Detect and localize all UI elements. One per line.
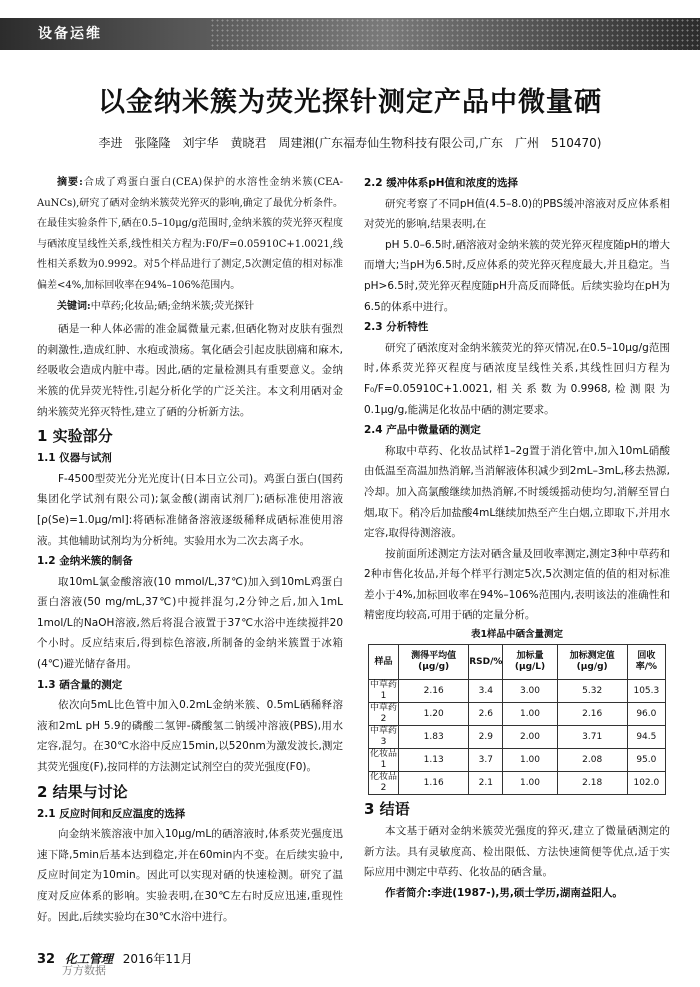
section-label: 设备运维 xyxy=(38,26,102,42)
table-cell: 化妆品2 xyxy=(370,772,398,794)
keywords xyxy=(37,297,343,318)
table-cell: 1.00 xyxy=(503,703,557,726)
left-column xyxy=(37,173,343,927)
table-cell: 95.0 xyxy=(627,749,665,772)
paragraph-2-2b: pH 5.0–6.5时,硒溶液对金纳米簇的荧光猝灭程度随pH的增大而增大;当pH为6.5时,反应体系的荧光猝灭程度最大,并且稳定。当pH>6.5时,荧光猝灭程度随pH升高反而降低。后续实验均在pH为6.5的体系中进行。 xyxy=(364,238,670,313)
table-cell: 2.1 xyxy=(469,772,503,795)
abstract-text: 合成了鸡蛋白蛋白(CEA)保护的水溶性金纳米簇(CEA-AuNCs),研究了硒对金纳米簇荧光猝灭的影响,确定了最优分析条件。在最佳实验条件下,硒在0.5–10μg/g范围时,金纳米簇的荧光猝灭程度与硒浓度呈线性关系,线性相关方程为:F0/F=0.05910C+1.0021,线性相关系数为0.9992。对5个样品进行了测定,5次测定值的相对标准偏差<4%,加标回收率在94%–106%范围内。 xyxy=(37,177,343,291)
paragraph-2-4a: 称取中草药、化妆品试样1–2g置于消化管中,加入10mL硝酸由低温至高温加热消解,当消解液体积减少到2mL–3mL,移去热源,冷却。加入高氯酸继续加热消解,不时缓缓摇动使均匀,消解至冒白烟,取下。稍冷后加盐酸4mL继续加热至产生白烟,立即取下,并用水定容,取得待测溶液。 xyxy=(364,444,670,540)
table-cell: 2.6 xyxy=(469,703,503,726)
table-row xyxy=(369,749,666,772)
keywords-label: 关键词: xyxy=(57,300,91,312)
table-cell: 102.0 xyxy=(627,772,665,795)
journal-name: 化工管理 xyxy=(64,952,113,966)
table-cell: 3.71 xyxy=(557,726,627,749)
table-cell: 94.5 xyxy=(627,726,665,749)
table-cell: 1.20 xyxy=(399,703,469,726)
heading-1-3: 1.3 硒含量的测定 xyxy=(37,678,123,691)
heading-2-3: 2.3 分析特性 xyxy=(364,321,429,334)
table-cell: 3.4 xyxy=(469,680,503,703)
table-header: RSD/% xyxy=(469,645,503,680)
table-row xyxy=(369,772,666,795)
abstract-label: 摘要: xyxy=(57,177,83,188)
table-cell: 中草药2 xyxy=(370,703,398,725)
table-cell: 1.83 xyxy=(399,726,469,749)
table-cell: 2.18 xyxy=(557,772,627,795)
table-cell: 化妆品1 xyxy=(370,749,398,771)
author-bio-label: 作者简介: xyxy=(385,886,432,899)
table-cell: 2.08 xyxy=(557,749,627,772)
table-cell: 3.00 xyxy=(503,680,557,703)
table-cell: 2.9 xyxy=(469,726,503,749)
paragraph-1-3: 依次向5mL比色管中加入0.2mL金纳米簇、0.5mL硒稀释溶液和2mL pH 5.9的磷酸二氢钾-磷酸氢二钠缓冲溶液(PBS),用水定容,混匀。在30℃水浴中反应15min,以520nm为激发波长,测定其荧光强度(F),按同样的方法测定试剂空白的荧光强度(F0)。 xyxy=(37,699,343,774)
table-cell: 5.32 xyxy=(557,680,627,703)
issue-date: 2016年11月 xyxy=(122,952,193,966)
paragraph-2-4b: 按前面所述测定方法对硒含量及回收率测定,测定3种中草药和2种市售化妆品,并每个样平行测定5次,5次测定值的值的相对标准差小于4%,加标回收率在94%–106%范围内,表明该法的准确性和精密度均较高,可用于硒的定量分析。 xyxy=(364,547,670,622)
heading-2-2: 2.2 缓冲体系pH值和浓度的选择 xyxy=(364,177,519,189)
author-bio-text: 李进(1987-),男,硕士学历,湖南益阳人。 xyxy=(431,886,623,899)
conclusion-paragraph: 本文基于硒对金纳米簇荧光强度的猝灭,建立了微量硒测定的新方法。具有灵敏度高、检出限低、方法快速简便等优点,适于实际应用中测定中草药、化妆品的硒含量。 xyxy=(364,825,670,879)
table-header: 测得平均值(μg/g) xyxy=(399,645,469,680)
heading-1-1: 1.1 仪器与试剂 xyxy=(37,452,112,465)
abstract xyxy=(37,173,343,297)
table-cell: 105.3 xyxy=(627,680,665,703)
author-line: 李进 张隆隆 刘宇华 黄晓君 周建湘(广东福寿仙生物科技有限公司,广东 广州 510470) xyxy=(98,136,602,150)
table-row xyxy=(369,726,666,749)
table-header: 加标量(μg/L) xyxy=(503,645,557,680)
table-header: 回收率/% xyxy=(627,645,665,680)
heading-2: 2 结果与讨论 xyxy=(37,782,128,801)
table-cell: 1.00 xyxy=(503,772,557,795)
section-banner xyxy=(0,18,700,50)
heading-2-1: 2.1 反应时间和反应温度的选择 xyxy=(37,807,186,820)
table-header: 加标测定值(μg/g) xyxy=(557,645,627,680)
table-caption: 表1样品中硒含量测定 xyxy=(470,629,564,641)
intro-paragraph: 硒是一种人体必需的准金属微量元素,但硒化物对皮肤有强烈的刺激性,造成红肿、水疱或溃疡。氧化硒会引起皮肤剧痛和麻木,经吸收会造成内脏中毒。因此,硒的定量检测具有重要意义。金纳米簇的优异荧光特性,引起分析化学的广泛关注。本文利用硒对金纳米簇荧光猝灭特性,建立了硒的分析新方法。 xyxy=(37,323,343,418)
table-cell: 中草药3 xyxy=(370,726,398,748)
paragraph-2-2a: 研究考察了不同pH值(4.5–8.0)的PBS缓冲溶液对反应体系相对荧光的影响,结果表明,在 xyxy=(364,197,670,231)
paragraph-1-2: 取10mL氯金酸溶液(10 mmol/L,37℃)加入到10mL鸡蛋白蛋白溶液(50 mg/mL,37℃)中搅拌混匀,2分钟之后,加入1mL 1mol/L的NaOH溶液,然后将混合液置于37℃水浴中连续搅拌20个小时。反应结束后,得到棕色溶液,所制备的金纳米簇置于冰箱(4℃)避光储存备用。 xyxy=(37,575,343,671)
table-cell: 1.16 xyxy=(399,772,469,795)
table-cell: 2.00 xyxy=(503,726,557,749)
table-cell: 1.00 xyxy=(503,749,557,772)
table-header-row xyxy=(369,645,666,680)
table-row xyxy=(369,703,666,726)
table-header: 样品 xyxy=(369,645,399,680)
article-title: 以金纳米簇为荧光探针测定产品中微量硒 xyxy=(98,87,602,118)
heading-2-4: 2.4 产品中微量硒的测定 xyxy=(364,424,481,437)
selenium-table xyxy=(368,644,666,795)
table-cell: 3.7 xyxy=(469,749,503,772)
paragraph-2-1: 向金纳米簇溶液中加入10μg/mL的硒溶液时,体系荧光强度迅速下降,5min后基本达到稳定,并在60min内不变。在后续实验中,反应时间定为10min。因此可以实现对硒的快速检测。研究了温度对反应体系的影响。实验表明,在30℃左右时反应迅速,重现性好。因此,后续实验均在30℃水浴中进行。 xyxy=(37,828,343,923)
heading-1: 1 实验部分 xyxy=(37,427,113,446)
watermark: 万方数据 xyxy=(62,964,106,977)
right-column xyxy=(364,173,670,903)
author-bio xyxy=(364,883,670,904)
heading-1-2: 1.2 金纳米簇的制备 xyxy=(37,555,133,568)
table-cell: 2.16 xyxy=(557,703,627,726)
paragraph-1-1: F-4500型荧光分光光度计(日本日立公司)。鸡蛋白蛋白(国药集团化学试剂有限公司);氯金酸(湖南试剂厂);硒标准使用溶液[ρ(Se)=1.0μg/ml]:将硒标准储备溶液逐级稀释成硒标准使用溶液。其他辅助试剂均为分析纯。实验用水为二次去离子水。 xyxy=(37,472,343,547)
table-cell: 2.16 xyxy=(399,680,469,703)
table-row xyxy=(369,680,666,703)
heading-3: 3 结语 xyxy=(364,800,410,819)
table-cell: 1.13 xyxy=(399,749,469,772)
paragraph-2-3: 研究了硒浓度对金纳米簇荧光的猝灭情况,在0.5–10μg/g范围时,体系荧光猝灭程度与硒浓度呈线性关系,其线性回归方程为F₀/F=0.05910C+1.0021,相关系数为0.9968,检测限为0.1μg/g,能满足化妆品中硒的测定要求。 xyxy=(364,341,670,416)
page-number: 32 xyxy=(37,952,56,967)
table-cell: 96.0 xyxy=(627,703,665,726)
keywords-text: 中草药;化妆品;硒;金纳米簇;荧光探针 xyxy=(90,300,255,312)
table-cell: 中草药1 xyxy=(370,680,398,702)
